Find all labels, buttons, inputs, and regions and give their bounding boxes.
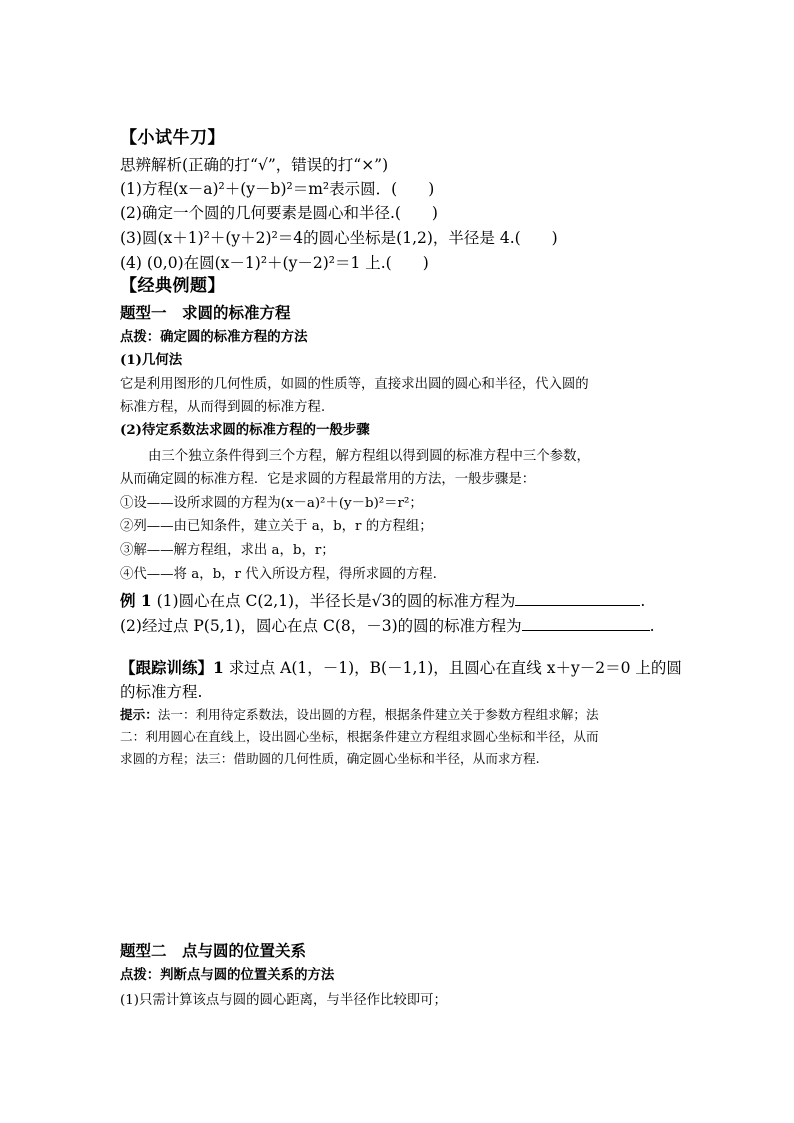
method1-text-line-2: 标准方程，从而得到圆的标准方程.: [120, 400, 326, 415]
judgement-item-1: (1)方程(x－a)²＋(y－b)²＝m²表示圆．( ): [120, 180, 435, 198]
step-1: ①设——设所求圆的方程为(x－a)²＋(y－b)²＝r²；: [120, 496, 423, 511]
example-1-line-1: 例 1 (1)圆心在点 C(2,1)，半径长是√3的圆的标准方程为 .: [120, 591, 646, 610]
answer-blank-1[interactable]: [515, 592, 640, 606]
hint-label: 提示：: [120, 707, 158, 722]
example-1-line-2: (2)经过点 P(5,1)，圆心在点 C(8，－3)的圆的标准方程为 .: [120, 617, 655, 635]
answer-blank-2[interactable]: [522, 617, 650, 631]
judgement-intro: 思辨解析(正确的打“√”，错误的打“×”): [120, 156, 389, 174]
step-3: ③解——解方程组，求出 a，b，r；: [120, 543, 335, 558]
judgement-item-3: (3)圆(x＋1)²＋(y＋2)²＝4的圆心坐标是(1,2)，半径是 4.( ): [120, 229, 558, 247]
follow-training-question: 求过点 A(1，－1)，B(－1,1)，且圆心在直线 x＋y－2＝0 上的圆: [223, 659, 682, 677]
judgement-item-2: (2)确定一个圆的几何要素是圆心和半径.( ): [120, 204, 438, 222]
hint-line-3: 求圆的方程；法三：借助圆的几何性质，确定圆心坐标和半径，从而求方程.: [120, 751, 540, 766]
follow-training-line-1: [120, 660, 682, 677]
judgement-item-4: (4) (0,0)在圆(x－1)²＋(y－2)²＝1 上.( ): [120, 254, 429, 272]
method1-title: (1)几何法: [120, 352, 183, 368]
step-2: ②列——由已知条件，建立关于 a，b，r 的方程组；: [120, 519, 433, 534]
method2-text-line-1: 由三个独立条件得到三个方程，解方程组以得到圆的标准方程中三个参数，: [148, 449, 590, 464]
follow-training-line-2: 的标准方程.: [120, 683, 203, 701]
example-1-question-1: (1)圆心在点 C(2,1)，半径长是√3的圆的标准方程为: [151, 592, 516, 610]
type2-method-1: (1)只需计算该点与圆的圆心距离，与半径作比较即可；: [120, 993, 447, 1008]
follow-training-label: 【跟踪训练】1: [120, 658, 224, 677]
example-1-question-2: (2)经过点 P(5,1)，圆心在点 C(8，－3)的圆的标准方程为: [120, 617, 522, 635]
method2-title: (2)待定系数法求圆的标准方程的一般步骤: [120, 422, 370, 438]
hint-line-2: 二：利用圆心在直线上，设出圆心坐标，根据条件建立方程组求圆心坐标和半径，从而: [120, 729, 599, 744]
section-header-practice: 【小试牛刀】: [120, 128, 225, 148]
method2-text-line-2: 从而确定圆的标准方程．它是求圆的方程最常用的方法，一般步骤是：: [120, 472, 536, 487]
type1-tip-title: 点拨：确定圆的标准方程的方法: [120, 329, 308, 345]
type1-title: 题型一 求圆的标准方程: [120, 303, 291, 322]
type2-tip-title: 点拨：判断点与圆的位置关系的方法: [120, 967, 335, 983]
example-1-label: 例 1: [120, 591, 152, 610]
section-header-examples: 【经典例题】: [120, 276, 225, 296]
hint-line-1: 提示：法一：利用待定系数法，设出圆的方程，根据条件建立关于参数方程组求解；法: [120, 707, 599, 722]
step-4: ④代——将 a，b，r 代入所设方程，得所求圆的方程.: [120, 567, 437, 582]
type2-title: 题型二 点与圆的位置关系: [120, 941, 307, 960]
method1-text-line-1: 它是利用图形的几何性质，如圆的性质等，直接求出圆的圆心和半径，代入圆的: [120, 377, 589, 392]
